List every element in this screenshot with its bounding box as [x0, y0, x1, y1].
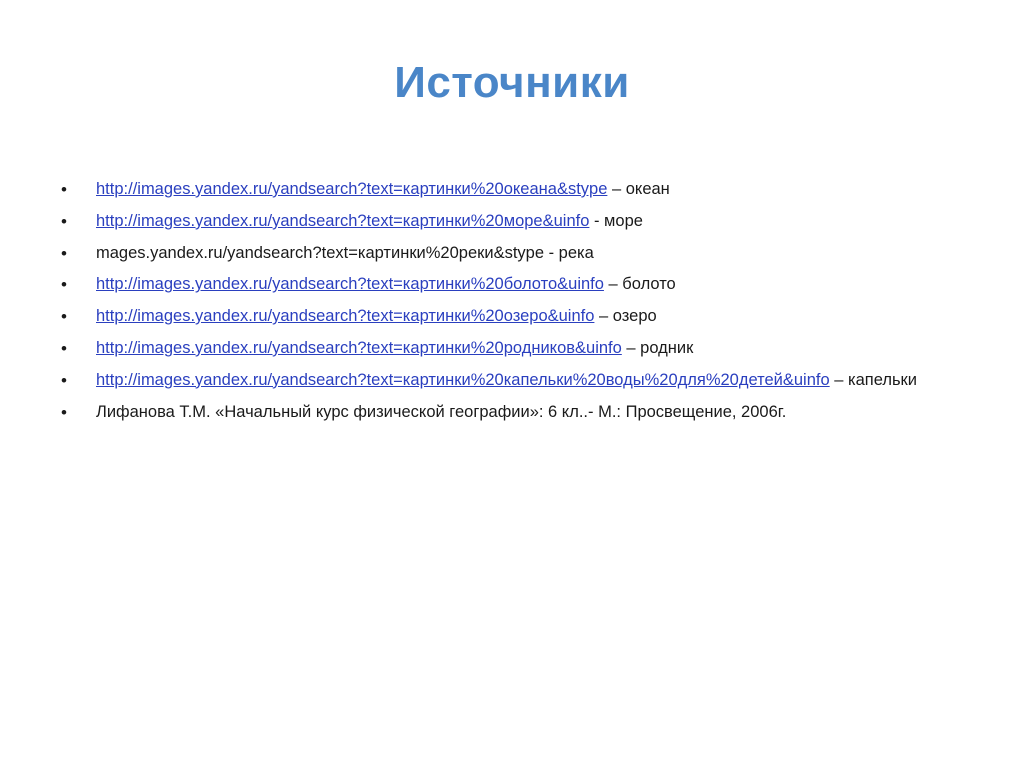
- source-link[interactable]: http://images.yandex.ru/yandsearch?text=картинки%20родников&uinfo: [96, 338, 622, 357]
- list-item: [46, 401, 986, 424]
- list-item: [46, 337, 986, 360]
- source-label: - море: [589, 211, 643, 230]
- source-label: – родник: [621, 338, 694, 357]
- source-text: Лифанова Т.М. «Начальный курс физической географии»: 6 кл..- М.: Просвещение, 2006г.: [96, 403, 787, 422]
- sources-list: [46, 178, 986, 433]
- source-text: mages.yandex.ru/yandsearch?text=картинки%20реки&stype: [96, 243, 545, 262]
- list-item: [46, 210, 986, 233]
- bullet-marker: •: [61, 180, 67, 199]
- bullet-marker: •: [61, 370, 67, 390]
- list-item: [46, 305, 986, 328]
- source-label: - река: [544, 243, 594, 262]
- source-link[interactable]: http://images.yandex.ru/yandsearch?text=картинки%20озеро&uinfo: [96, 307, 595, 326]
- source-label: – капельки: [829, 370, 917, 389]
- bullet-marker: •: [61, 275, 67, 295]
- list-item: [46, 178, 986, 201]
- bullet-marker: •: [61, 338, 67, 358]
- page-title: Источники: [394, 58, 630, 107]
- list-item: [46, 369, 986, 392]
- bullet-marker: •: [61, 403, 67, 423]
- source-link[interactable]: http://images.yandex.ru/yandsearch?text=картинки%20море&uinfo: [96, 211, 590, 230]
- source-label: – болото: [603, 275, 676, 294]
- bullet-marker: •: [61, 211, 67, 231]
- source-link[interactable]: http://images.yandex.ru/yandsearch?text=картинки%20океана&stype: [96, 180, 608, 198]
- bullet-marker: •: [61, 307, 67, 327]
- list-item: [46, 273, 986, 296]
- bullet-marker: •: [61, 243, 67, 263]
- source-link[interactable]: http://images.yandex.ru/yandsearch?text=картинки%20болото&uinfo: [96, 275, 604, 294]
- source-link[interactable]: http://images.yandex.ru/yandsearch?text=картинки%20капельки%20воды%20для%20детей&uinfo: [96, 370, 830, 389]
- source-label: – озеро: [594, 307, 657, 326]
- source-label: – океан: [607, 180, 670, 198]
- list-item: [46, 242, 986, 265]
